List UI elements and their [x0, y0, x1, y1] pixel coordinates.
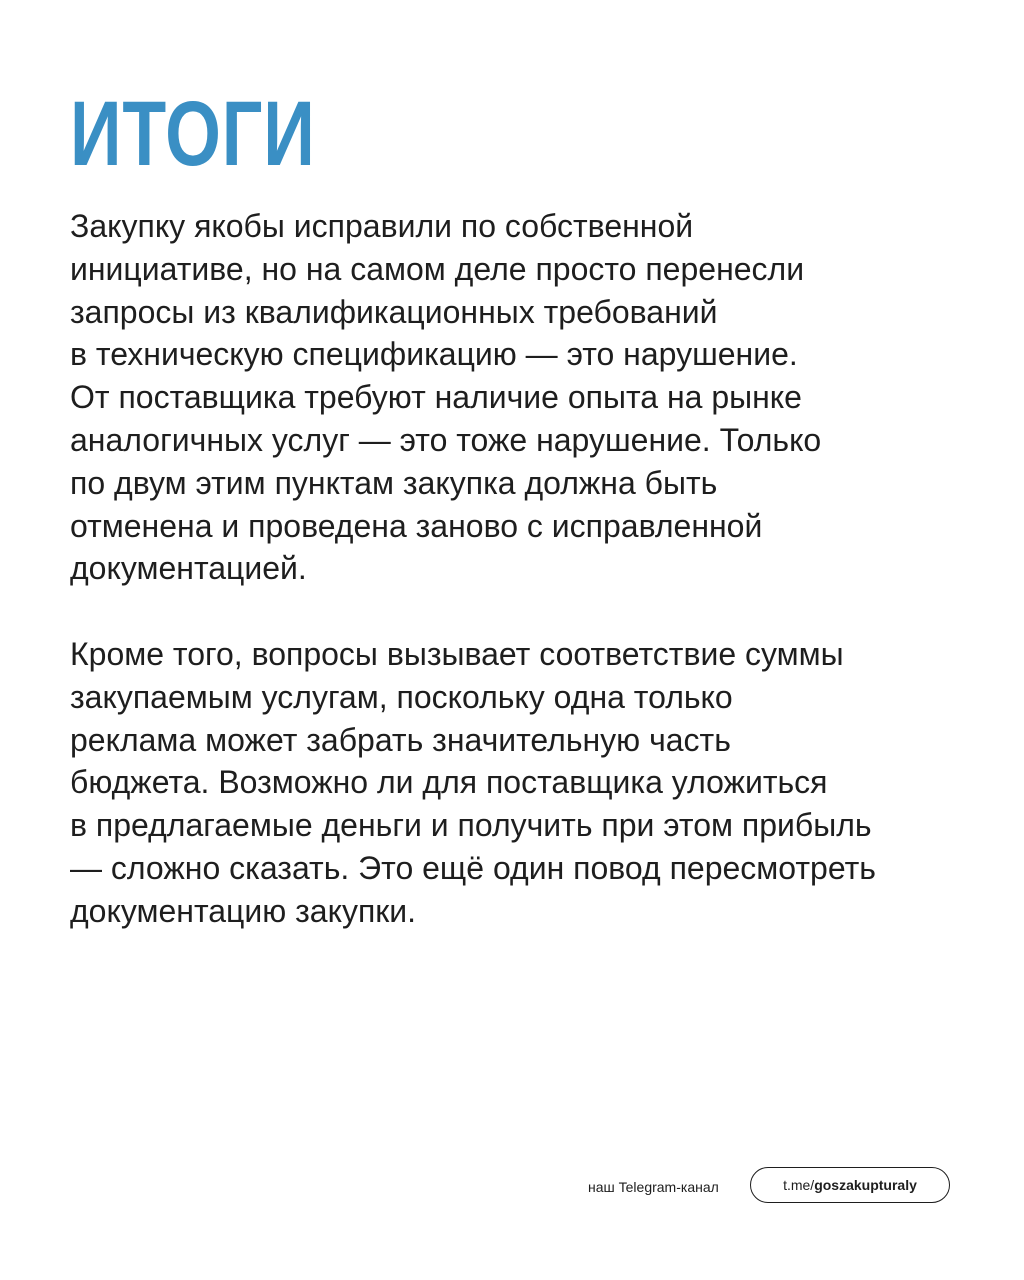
- text-line: — сложно сказать. Это ещё один повод пересмотреть: [70, 849, 876, 886]
- link-prefix: t.me/: [783, 1177, 815, 1193]
- text-line: в техническую спецификацию — это нарушение.: [70, 336, 798, 373]
- text-line: Кроме того, вопросы вызывает соответствие суммы: [70, 636, 844, 672]
- telegram-link-button[interactable]: [750, 1167, 950, 1203]
- text-line: аналогичных услуг — это тоже нарушение. Только: [70, 421, 822, 458]
- paragraph-1: [70, 205, 970, 590]
- link-handle: goszakupturaly: [814, 1177, 917, 1193]
- text-line: Закупку якобы исправили по собственной: [70, 208, 694, 244]
- paragraph-2: [70, 633, 970, 933]
- text-line: закупаемым услугам, поскольку одна только: [70, 678, 733, 715]
- text-line: по двум этим пунктам закупка должна быть: [70, 464, 718, 501]
- text-line: документацией.: [70, 550, 307, 587]
- text-line: запросы из квалификационных требований: [70, 293, 718, 330]
- text-line: бюджета. Возможно ли для поставщика уложиться: [70, 764, 828, 801]
- page-title: ИТОГИ: [70, 83, 316, 185]
- text-line: в предлагаемые деньги и получить при этом прибыль: [70, 807, 872, 844]
- text-line: инициативе, но на самом деле просто перенесли: [70, 250, 805, 287]
- text-line: документацию закупки.: [70, 892, 417, 929]
- text-line: отменена и проведена заново с исправленной: [70, 507, 763, 544]
- text-line: От поставщика требуют наличие опыта на рынке: [70, 379, 802, 416]
- text-line: реклама может забрать значительную часть: [70, 721, 731, 758]
- telegram-channel-label: наш Telegram-канал: [588, 1179, 719, 1195]
